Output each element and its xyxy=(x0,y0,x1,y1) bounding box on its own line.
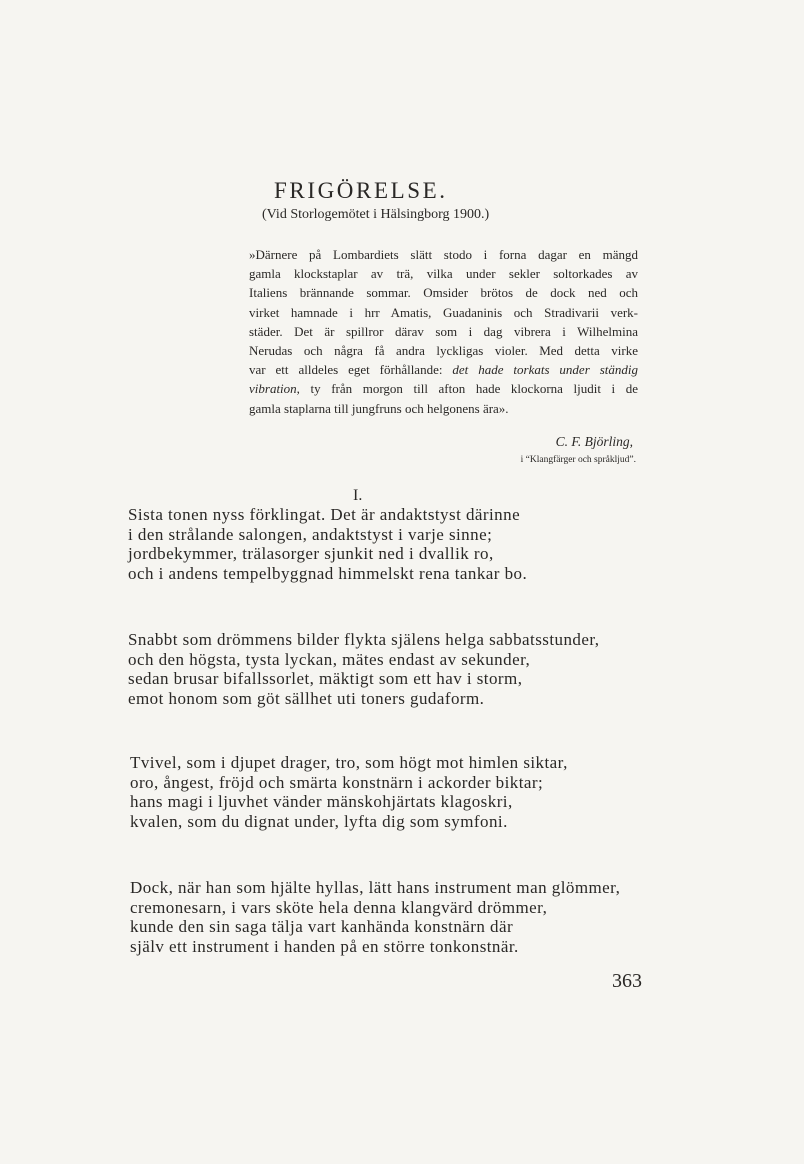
verse-line: i den strålande salongen, andaktstyst i varje sinne; xyxy=(128,524,493,544)
verse-line: Sista tonen nyss förklingat. Det är andaktstyst därinne xyxy=(128,505,521,524)
page-number: 363 xyxy=(612,970,642,992)
verse-line: hans magi i ljuvhet vänder mänskohjärtats klagoskri, xyxy=(130,792,513,811)
epigraph-line xyxy=(249,379,638,398)
verse-line: kvalen, som du dignat under, lyfta dig som symfoni. xyxy=(130,811,508,831)
epigraph-source: i “Klangfärger och språkljud”. xyxy=(520,455,636,465)
stanza-2 xyxy=(128,630,599,708)
verse-line: kunde den sin saga tälja vart kanhända konstnärn där xyxy=(130,917,514,936)
stanza-3 xyxy=(130,753,568,831)
epigraph-emphasis: vibration xyxy=(249,381,297,397)
epigraph-signature: C. F. Björling, xyxy=(555,434,633,449)
verse-line: jordbekymmer, trälasorger sjunkit ned i dvallik ro, xyxy=(128,544,494,563)
epigraph-line: »Därnere på Lombardiets slätt stodo i forna dagar en mängd xyxy=(249,247,638,262)
poem-subtitle: (Vid Storlogemötet i Hälsingborg 1900.) xyxy=(262,207,490,222)
epigraph-line: gamla klockstaplar av trä, vilka under sekler soltorkades av xyxy=(249,266,638,282)
epigraph-emphasis: det hade torkats under ständig xyxy=(452,362,638,378)
verse-line: och i andens tempelbyggnad himmelskt rena tankar bo. xyxy=(128,563,528,583)
epigraph-text: var ett alldeles eget förhållande: xyxy=(249,362,453,378)
poem-title: FRIGÖRELSE. xyxy=(274,178,448,203)
section-numeral: I. xyxy=(353,487,363,504)
epigraph-line: virket hamnade i hrr Amatis, Guadaninis och Stradivarii verk- xyxy=(249,304,638,320)
epigraph-quote xyxy=(249,245,638,418)
stanza-1 xyxy=(128,505,527,583)
verse-line: oro, ångest, fröjd och smärta konstnärn i ackorder biktar; xyxy=(130,772,544,792)
epigraph-line: Nerudas och några få andra lyckligas violer. Med detta virke xyxy=(249,343,638,359)
stanza-4 xyxy=(130,878,620,956)
epigraph-text: , ty från morgon till afton hade klockorna ljudit i de xyxy=(296,381,638,397)
verse-line: Tvivel, som i djupet drager, tro, som högt mot himlen siktar, xyxy=(130,753,568,772)
verse-line: cremonesarn, i vars sköte hela denna klangvärd drömmer, xyxy=(130,897,548,917)
epigraph-line: städer. Det är spillror därav som i dag vibrera i Wilhelmina xyxy=(249,323,638,339)
epigraph-line: Italiens brännande sommar. Omsider brötos de dock ned och xyxy=(249,285,638,301)
epigraph-line xyxy=(249,360,638,379)
verse-line: emot honom som göt sällhet uti toners gudaform. xyxy=(128,688,485,708)
verse-line: själv ett instrument i handen på en större tonkonstnär. xyxy=(130,936,519,956)
verse-line: Snabbt som drömmens bilder flykta själens helga sabbatsstunder, xyxy=(128,630,600,649)
verse-line: Dock, när han som hjälte hyllas, lätt hans instrument man glömmer, xyxy=(130,878,621,897)
verse-line: sedan brusar bifallssorlet, mäktigt som ett hav i storm, xyxy=(128,669,523,688)
verse-line: och den högsta, tysta lyckan, mätes endast av sekunder, xyxy=(128,649,531,669)
epigraph-line: gamla staplarna till jungfruns och helgonens ära». xyxy=(249,400,509,416)
